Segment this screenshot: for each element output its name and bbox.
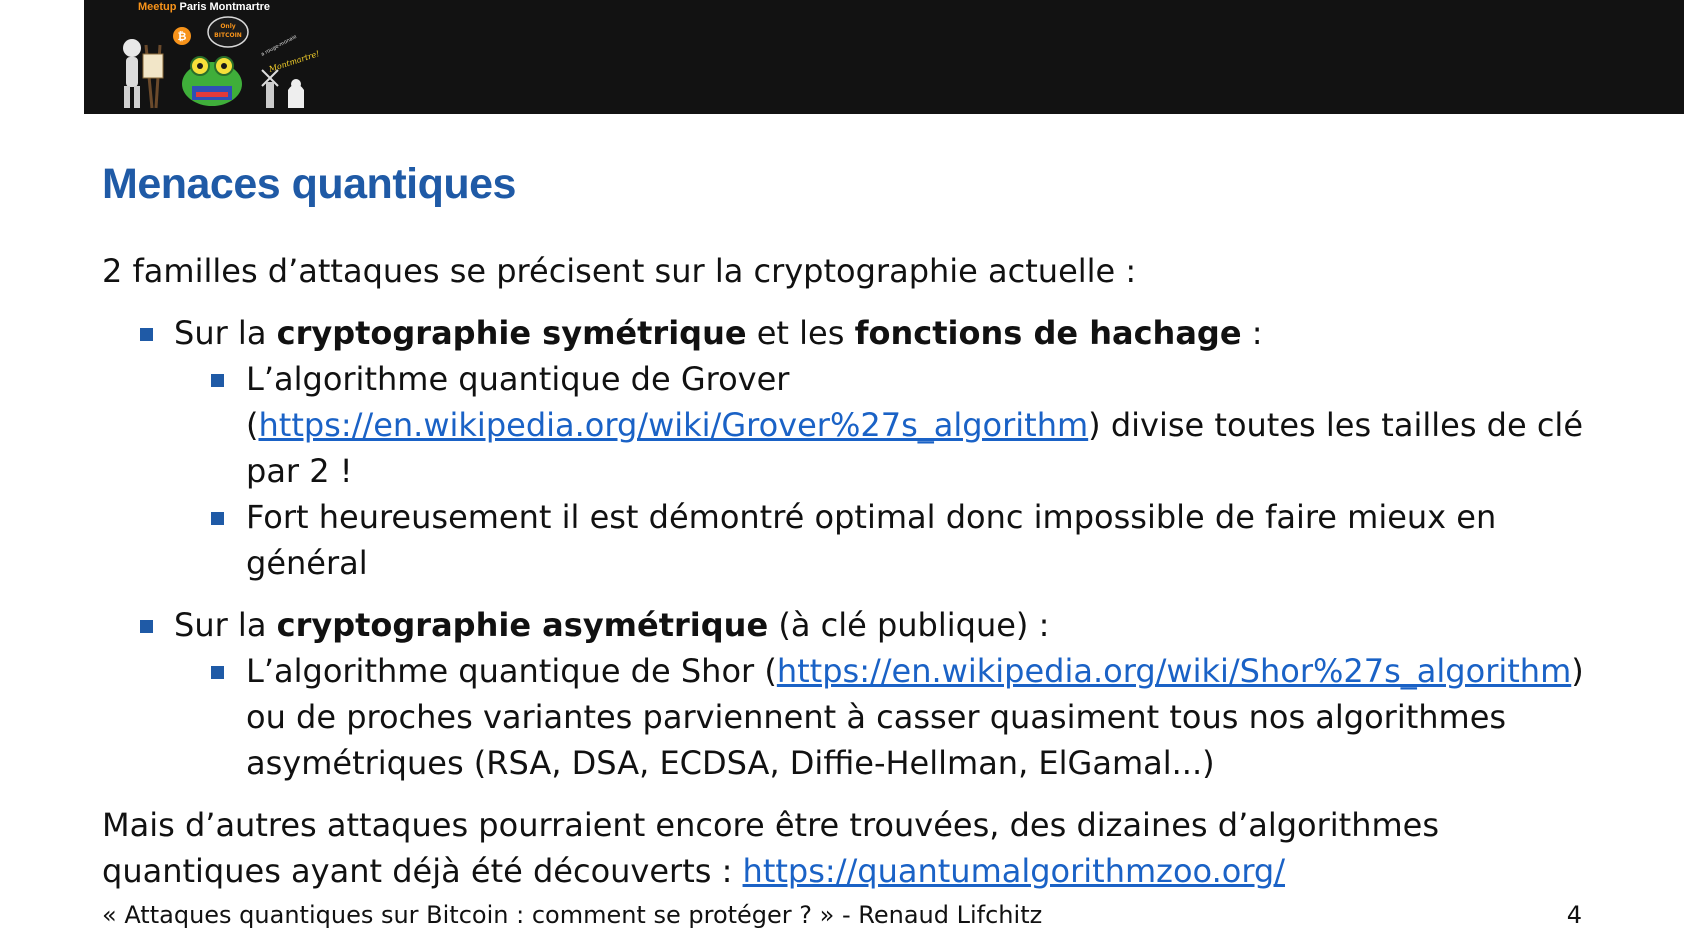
slide-body: [102, 248, 1602, 894]
slide-title: Menaces quantiques: [102, 160, 516, 208]
svg-text:a rouge-monaie: a rouge-monaie: [260, 33, 298, 58]
shor-text: L’algorithme quantique de Shor (: [246, 652, 777, 690]
closing-text-body: Mais d’autres attaques pourraient encore être trouvées, des dizaines d’algorithmes quantiques ayant déjà été découverts :: [102, 806, 1440, 890]
main-bullet-list: [102, 310, 1602, 786]
bullet-symmetric-bold-2: fonctions de hachage: [854, 314, 1242, 352]
slide-footer: « Attaques quantiques sur Bitcoin : comment se protéger ? » - Renaud Lifchitz: [102, 901, 1043, 929]
grover-link[interactable]: https://en.wikipedia.org/wiki/Grover%27s_algorithm: [258, 406, 1089, 444]
bullet-asymmetric-text-2: (à clé publique) :: [768, 606, 1050, 644]
page-number: 4: [1566, 901, 1582, 929]
logo-caption-brand: Meetup: [138, 1, 177, 13]
svg-text:BITCOIN: BITCOIN: [214, 32, 242, 39]
quantum-zoo-link[interactable]: https://quantumalgorithmzoo.org/: [742, 852, 1285, 890]
logo-caption: [138, 1, 270, 13]
sub-bullet-list-asymmetric: [102, 648, 1602, 786]
svg-text:₿: ₿: [177, 30, 187, 43]
sub-bullet-shor: [102, 648, 1602, 786]
svg-text:Only: Only: [220, 23, 236, 30]
meetup-logo: [112, 0, 321, 114]
bullet-symmetric: [102, 310, 1602, 586]
svg-text:Montmartre!: Montmartre!: [267, 49, 321, 74]
bullet-asymmetric-text: Sur la: [174, 606, 277, 644]
bullet-symmetric-text-2: et les: [746, 314, 855, 352]
bullet-symmetric-text: Sur la: [174, 314, 277, 352]
closing-text: [102, 802, 1602, 894]
bullet-symmetric-bold-1: cryptographie symétrique: [276, 314, 747, 352]
sub-bullet-grover: [102, 356, 1602, 494]
logo-caption-rest: Paris Montmartre: [176, 1, 271, 13]
bullet-asymmetric: [102, 602, 1602, 786]
shor-link[interactable]: https://en.wikipedia.org/wiki/Shor%27s_algorithm: [776, 652, 1572, 690]
sub-bullet-optimal: Fort heureusement il est démontré optimal donc impossible de faire mieux en général: [102, 494, 1602, 586]
bullet-asymmetric-bold: cryptographie asymétrique: [276, 606, 769, 644]
grover-text-2: ) divise toutes les tailles de clé par 2 !: [246, 406, 1583, 490]
header-bar: [84, 0, 1684, 114]
sub-bullet-list-symmetric: [102, 356, 1602, 586]
grover-text: L’algorithme quantique de Grover (: [246, 360, 790, 444]
intro-text: 2 familles d’attaques se précisent sur la cryptographie actuelle :: [102, 252, 1137, 290]
bullet-symmetric-text-3: :: [1241, 314, 1263, 352]
shor-text-2: ) ou de proches variantes parviennent à casser quasiment tous nos algorithmes asymétriques (RSA, DSA, ECDSA, Diffie-Hellman, ElGamal...): [246, 652, 1584, 782]
